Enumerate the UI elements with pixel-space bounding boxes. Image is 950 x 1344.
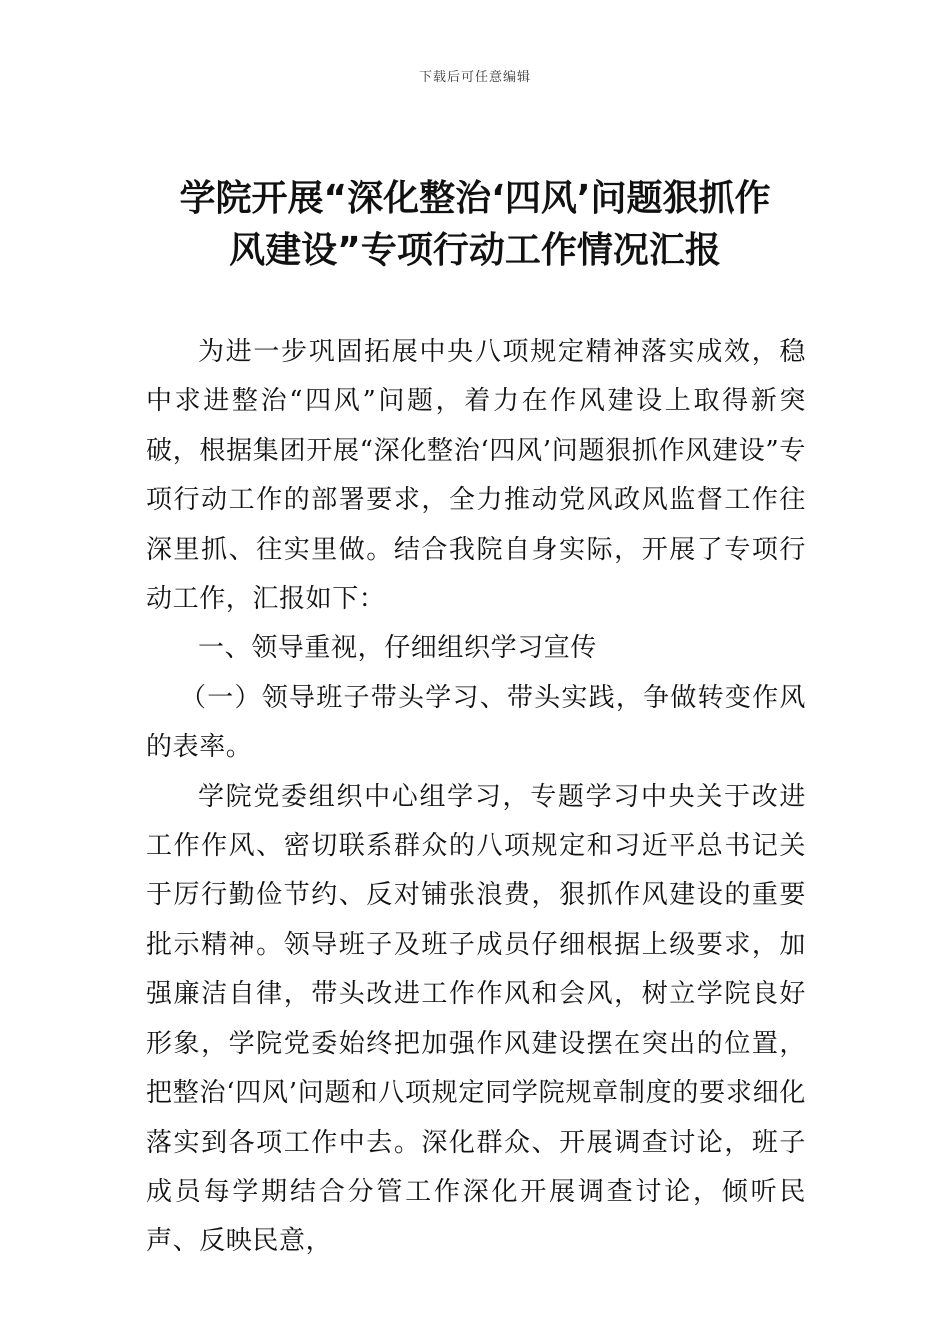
document-body [146, 328, 806, 1267]
header-note: 下载后可任意编辑 [418, 70, 531, 85]
section-heading-1: 一、领导重视，仔细组织学习宣传 [198, 633, 598, 664]
title-line-2: 风建设”专项行动工作情况汇报 [229, 230, 721, 271]
title-line-1: 学院开展“深化整治‘四风’问题狠抓作 [179, 178, 771, 219]
intro-paragraph: 为进一步巩固拓展中央八项规定精神落实成效，稳中求进整治“四风”问题，着力在作风建设上取得新突破，根据集团开展“深化整治‘四风’问题狠抓作风建设”专项行动工作的部署要求，全力推动党风政风监督工作往深里抓、往实里做。结合我院自身实际，开展了专项行动工作，汇报如下： [146, 337, 806, 615]
subsection-heading-1: （一）领导班子带头学习、带头实践，争做转变作风的表率。 [146, 682, 806, 763]
body-paragraph-1: 学院党委组织中心组学习，专题学习中央关于改进工作作风、密切联系群众的八项规定和习近平总书记关于厉行勤俭节约、反对铺张浪费，狠抓作风建设的重要批示精神。领导班子及班子成员仔细根据上级要求，加强廉洁自律，带头改进工作作风和会风，树立学院良好形象，学院党委始终把加强作风建设摆在突出的位置，把整治‘四风’问题和八项规定同学院规章制度的要求细化落实到各项工作中去。深化群众、开展调查讨论，班子成员每学期结合分管工作深化开展调查讨论，倾听民声、反映民意， [146, 781, 806, 1257]
document-title [120, 173, 830, 277]
